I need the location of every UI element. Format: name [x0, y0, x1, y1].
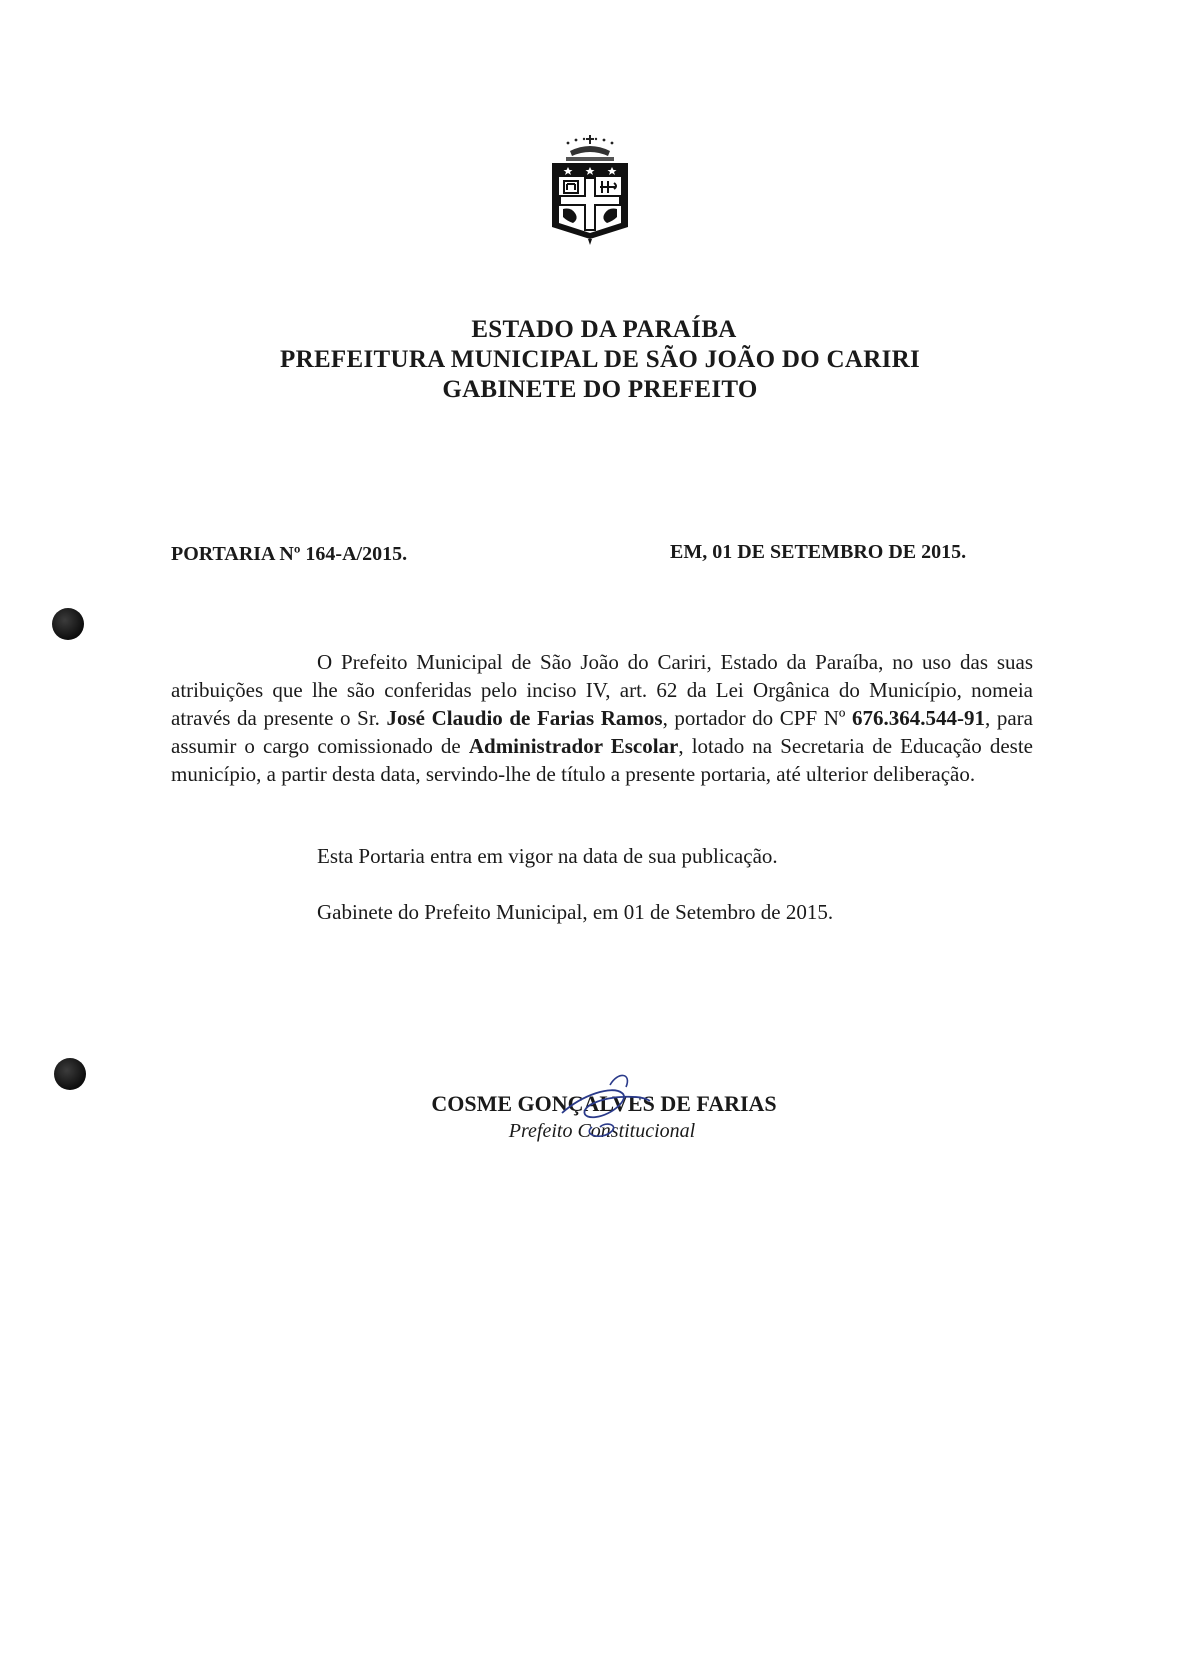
coat-of-arms-icon: [548, 135, 632, 247]
paragraph-text-d: , lotado na Secretaria de Educação deste município, a partir desta data, servindo-lhe de título a presente portaria, até ulterior deliberação.: [171, 734, 1033, 786]
paragraph-text-c: , para assumir o cargo comissionado de: [171, 706, 1033, 758]
appointee-name: José Claudio de Farias Ramos: [386, 706, 663, 730]
effective-clause: Esta Portaria entra em vigor na data de sua publicação.: [317, 844, 778, 868]
punch-hole-bottom: [54, 1058, 86, 1090]
header-office: GABINETE DO PREFEITO: [442, 376, 758, 403]
paragraph-text-a: O Prefeito Municipal de São João do Cariri, Estado da Paraíba, no uso das suas atribuições que lhe são conferidas pelo inciso IV, art. 62 da Lei Orgânica do Município, nomeia através da presente o Sr.: [171, 650, 1033, 730]
document-header: [0, 315, 1200, 405]
header-municipality: PREFEITURA MUNICIPAL DE SÃO JOÃO DO CARIRI: [280, 346, 920, 373]
portaria-number: PORTARIA Nº 164-A/2015.: [171, 543, 408, 565]
place-date-clause: Gabinete do Prefeito Municipal, em 01 de Setembro de 2015.: [317, 900, 834, 924]
main-paragraph: [171, 648, 1033, 788]
appointee-cpf: 676.364.544-91: [852, 706, 986, 730]
appointee-role: Administrador Escolar: [468, 734, 679, 758]
punch-hole-top: [52, 608, 84, 640]
signer-title: Prefeito Constitucional: [508, 1120, 696, 1142]
portaria-date: EM, 01 DE SETEMBRO DE 2015.: [670, 541, 967, 563]
header-state: ESTADO DA PARAÍBA: [471, 316, 737, 343]
handwritten-signature: [552, 1065, 672, 1145]
paragraph-text-b: , portador do CPF Nº: [662, 706, 853, 730]
signer-name: COSME GONÇALVES DE FARIAS: [431, 1091, 777, 1116]
